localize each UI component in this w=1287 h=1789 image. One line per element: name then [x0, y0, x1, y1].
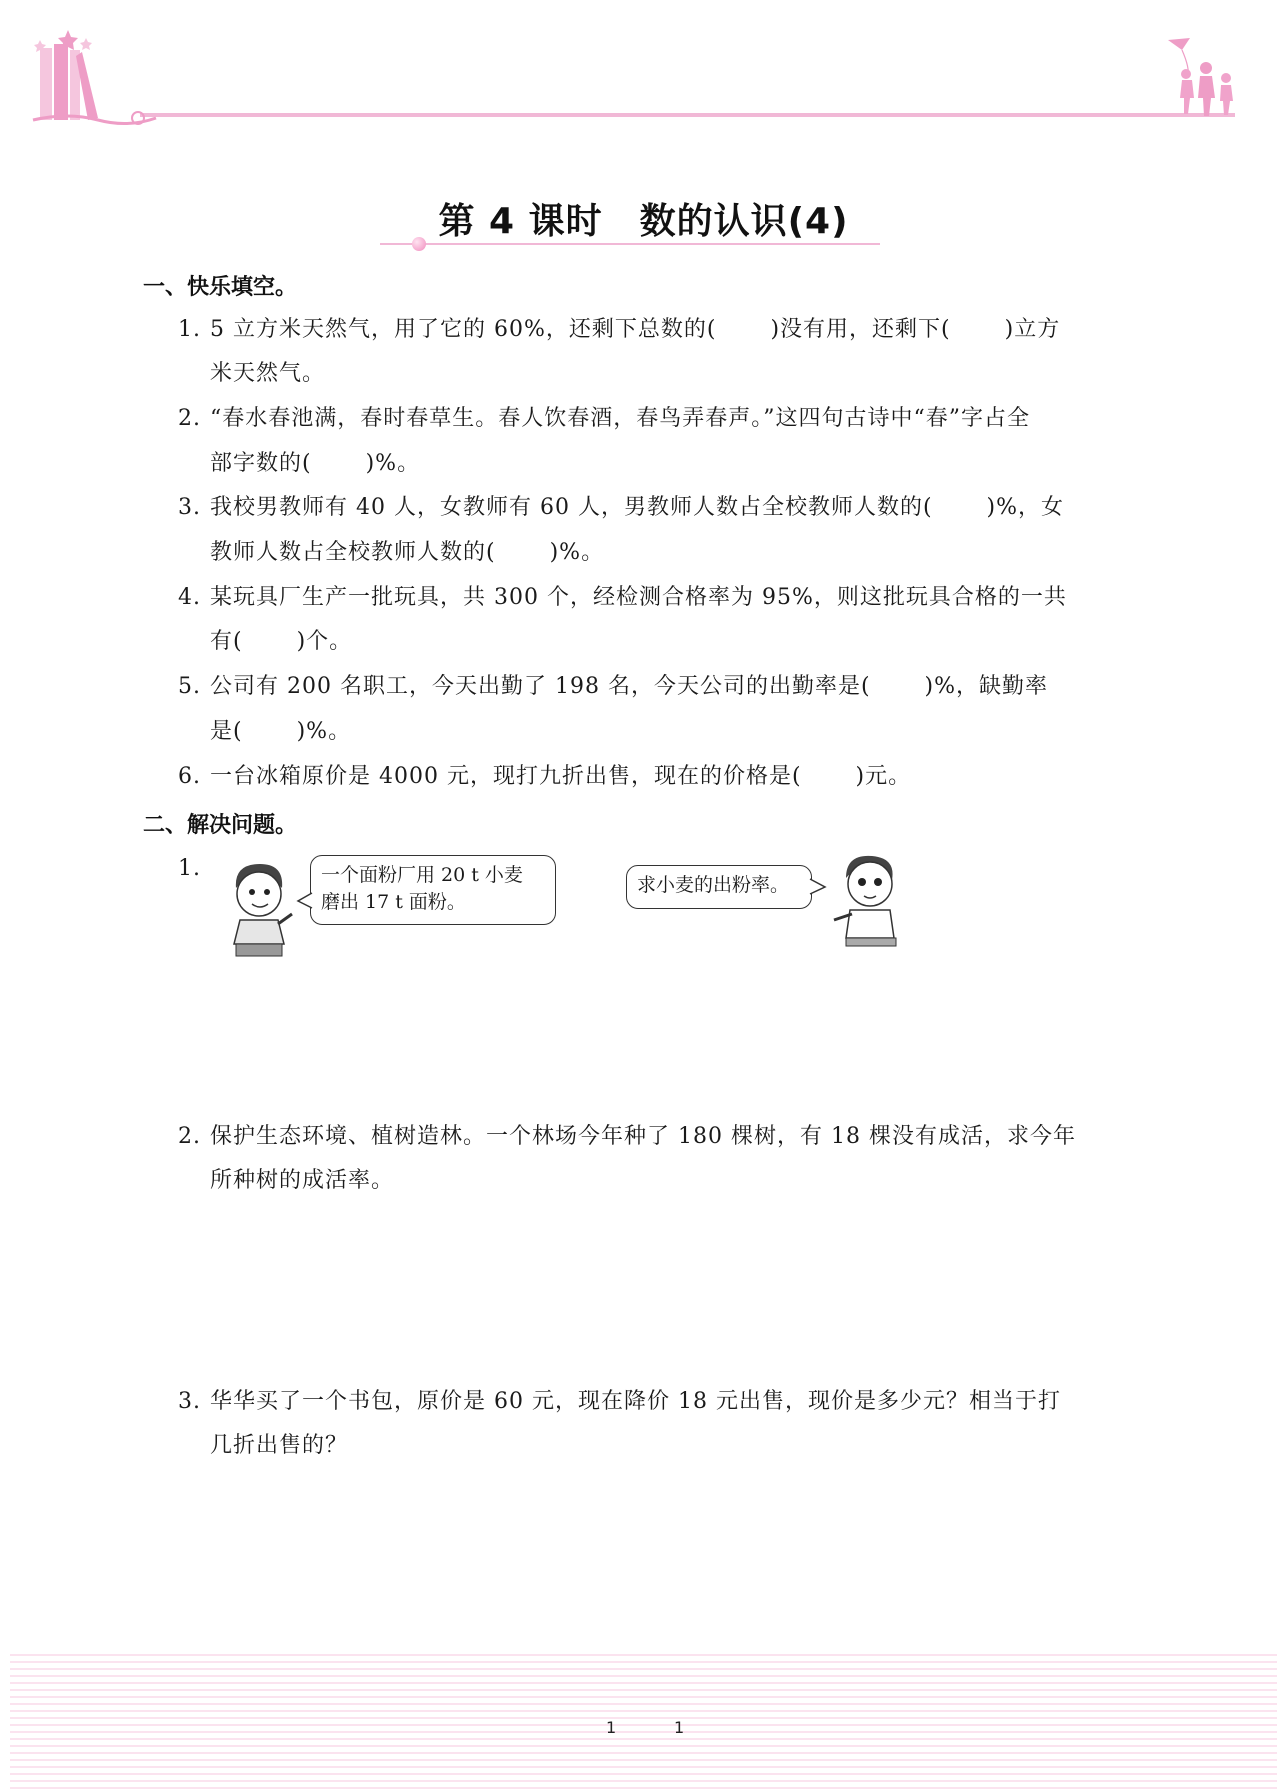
question-number: 6.	[178, 764, 201, 789]
boy-left-icon	[222, 858, 302, 958]
question-text: 5 立方米天然气，用了它的 60%，还剩下总数的( )没有用，还剩下( )立方	[210, 317, 1061, 342]
section-heading-solve-problems: 二、解决问题。	[143, 813, 298, 838]
question-number: 3.	[178, 495, 201, 520]
question-text-continued: 所种树的成活率。	[210, 1168, 395, 1193]
title-underline	[380, 243, 880, 245]
question-number: 3.	[178, 1389, 201, 1414]
question-text-continued: 教师人数占全校教师人数的( )%。	[210, 540, 605, 565]
question-text-continued: 是( )%。	[210, 719, 352, 744]
section-heading-fill-blanks: 一、快乐填空。	[143, 275, 298, 300]
page-number-left: 1	[606, 1718, 617, 1737]
question-number: 1.	[178, 317, 201, 342]
question-number: 5.	[178, 674, 201, 699]
page-number-right: 1	[674, 1718, 685, 1737]
boy-right-icon	[830, 850, 910, 950]
speech-bubble-left	[310, 855, 556, 925]
question-number: 2.	[178, 1124, 201, 1149]
bubble-tail-right	[809, 878, 827, 896]
question-text: 公司有 200 名职工，今天出勤了 198 名，今天公司的出勤率是( )%，缺勤率	[210, 674, 1049, 699]
bubble-text-line: 磨出 17 t 面粉。	[321, 891, 466, 913]
question-number: 2.	[178, 406, 201, 431]
question-text: 我校男教师有 40 人，女教师有 60 人，男教师人数占全校教师人数的( )%，女	[210, 495, 1065, 520]
page-title: 第 4 课时 数的认识(4)	[438, 201, 849, 242]
bubble-tail-left	[296, 892, 314, 910]
title-bullet-dot	[412, 237, 426, 251]
question-number: 4.	[178, 585, 201, 610]
question-text: “春水春池满，春时春草生。春人饮春酒，春鸟弄春声。”这四句古诗中“春”字占全	[210, 406, 1030, 431]
bookshelf-logo-icon	[28, 20, 158, 135]
family-kite-icon	[1160, 38, 1240, 118]
speech-bubble-right	[626, 865, 812, 909]
question-text-continued: 部字数的( )%。	[210, 451, 421, 476]
question-number: 1.	[178, 856, 201, 881]
question-text: 保护生态环境、植树造林。一个林场今年种了 180 棵树，有 18 棵没有成活，求今年	[210, 1124, 1076, 1149]
bubble-text-line: 求小麦的出粉率。	[637, 874, 790, 896]
question-text: 某玩具厂生产一批玩具，共 300 个，经检测合格率为 95%，则这批玩具合格的一共	[210, 585, 1067, 610]
question-text: 华华买了一个书包，原价是 60 元，现在降价 18 元出售，现价是多少元？相当于打	[210, 1389, 1061, 1414]
header-rule	[140, 113, 1235, 117]
question-text-continued: 米天然气。	[210, 361, 326, 386]
question-text: 一台冰箱原价是 4000 元，现打九折出售，现在的价格是( )元。	[210, 764, 912, 789]
question-text-continued: 几折出售的？	[210, 1433, 349, 1458]
footer-stripes	[10, 1654, 1277, 1789]
bubble-text-line: 一个面粉厂用 20 t 小麦	[321, 864, 523, 886]
question-text-continued: 有( )个。	[210, 629, 353, 654]
